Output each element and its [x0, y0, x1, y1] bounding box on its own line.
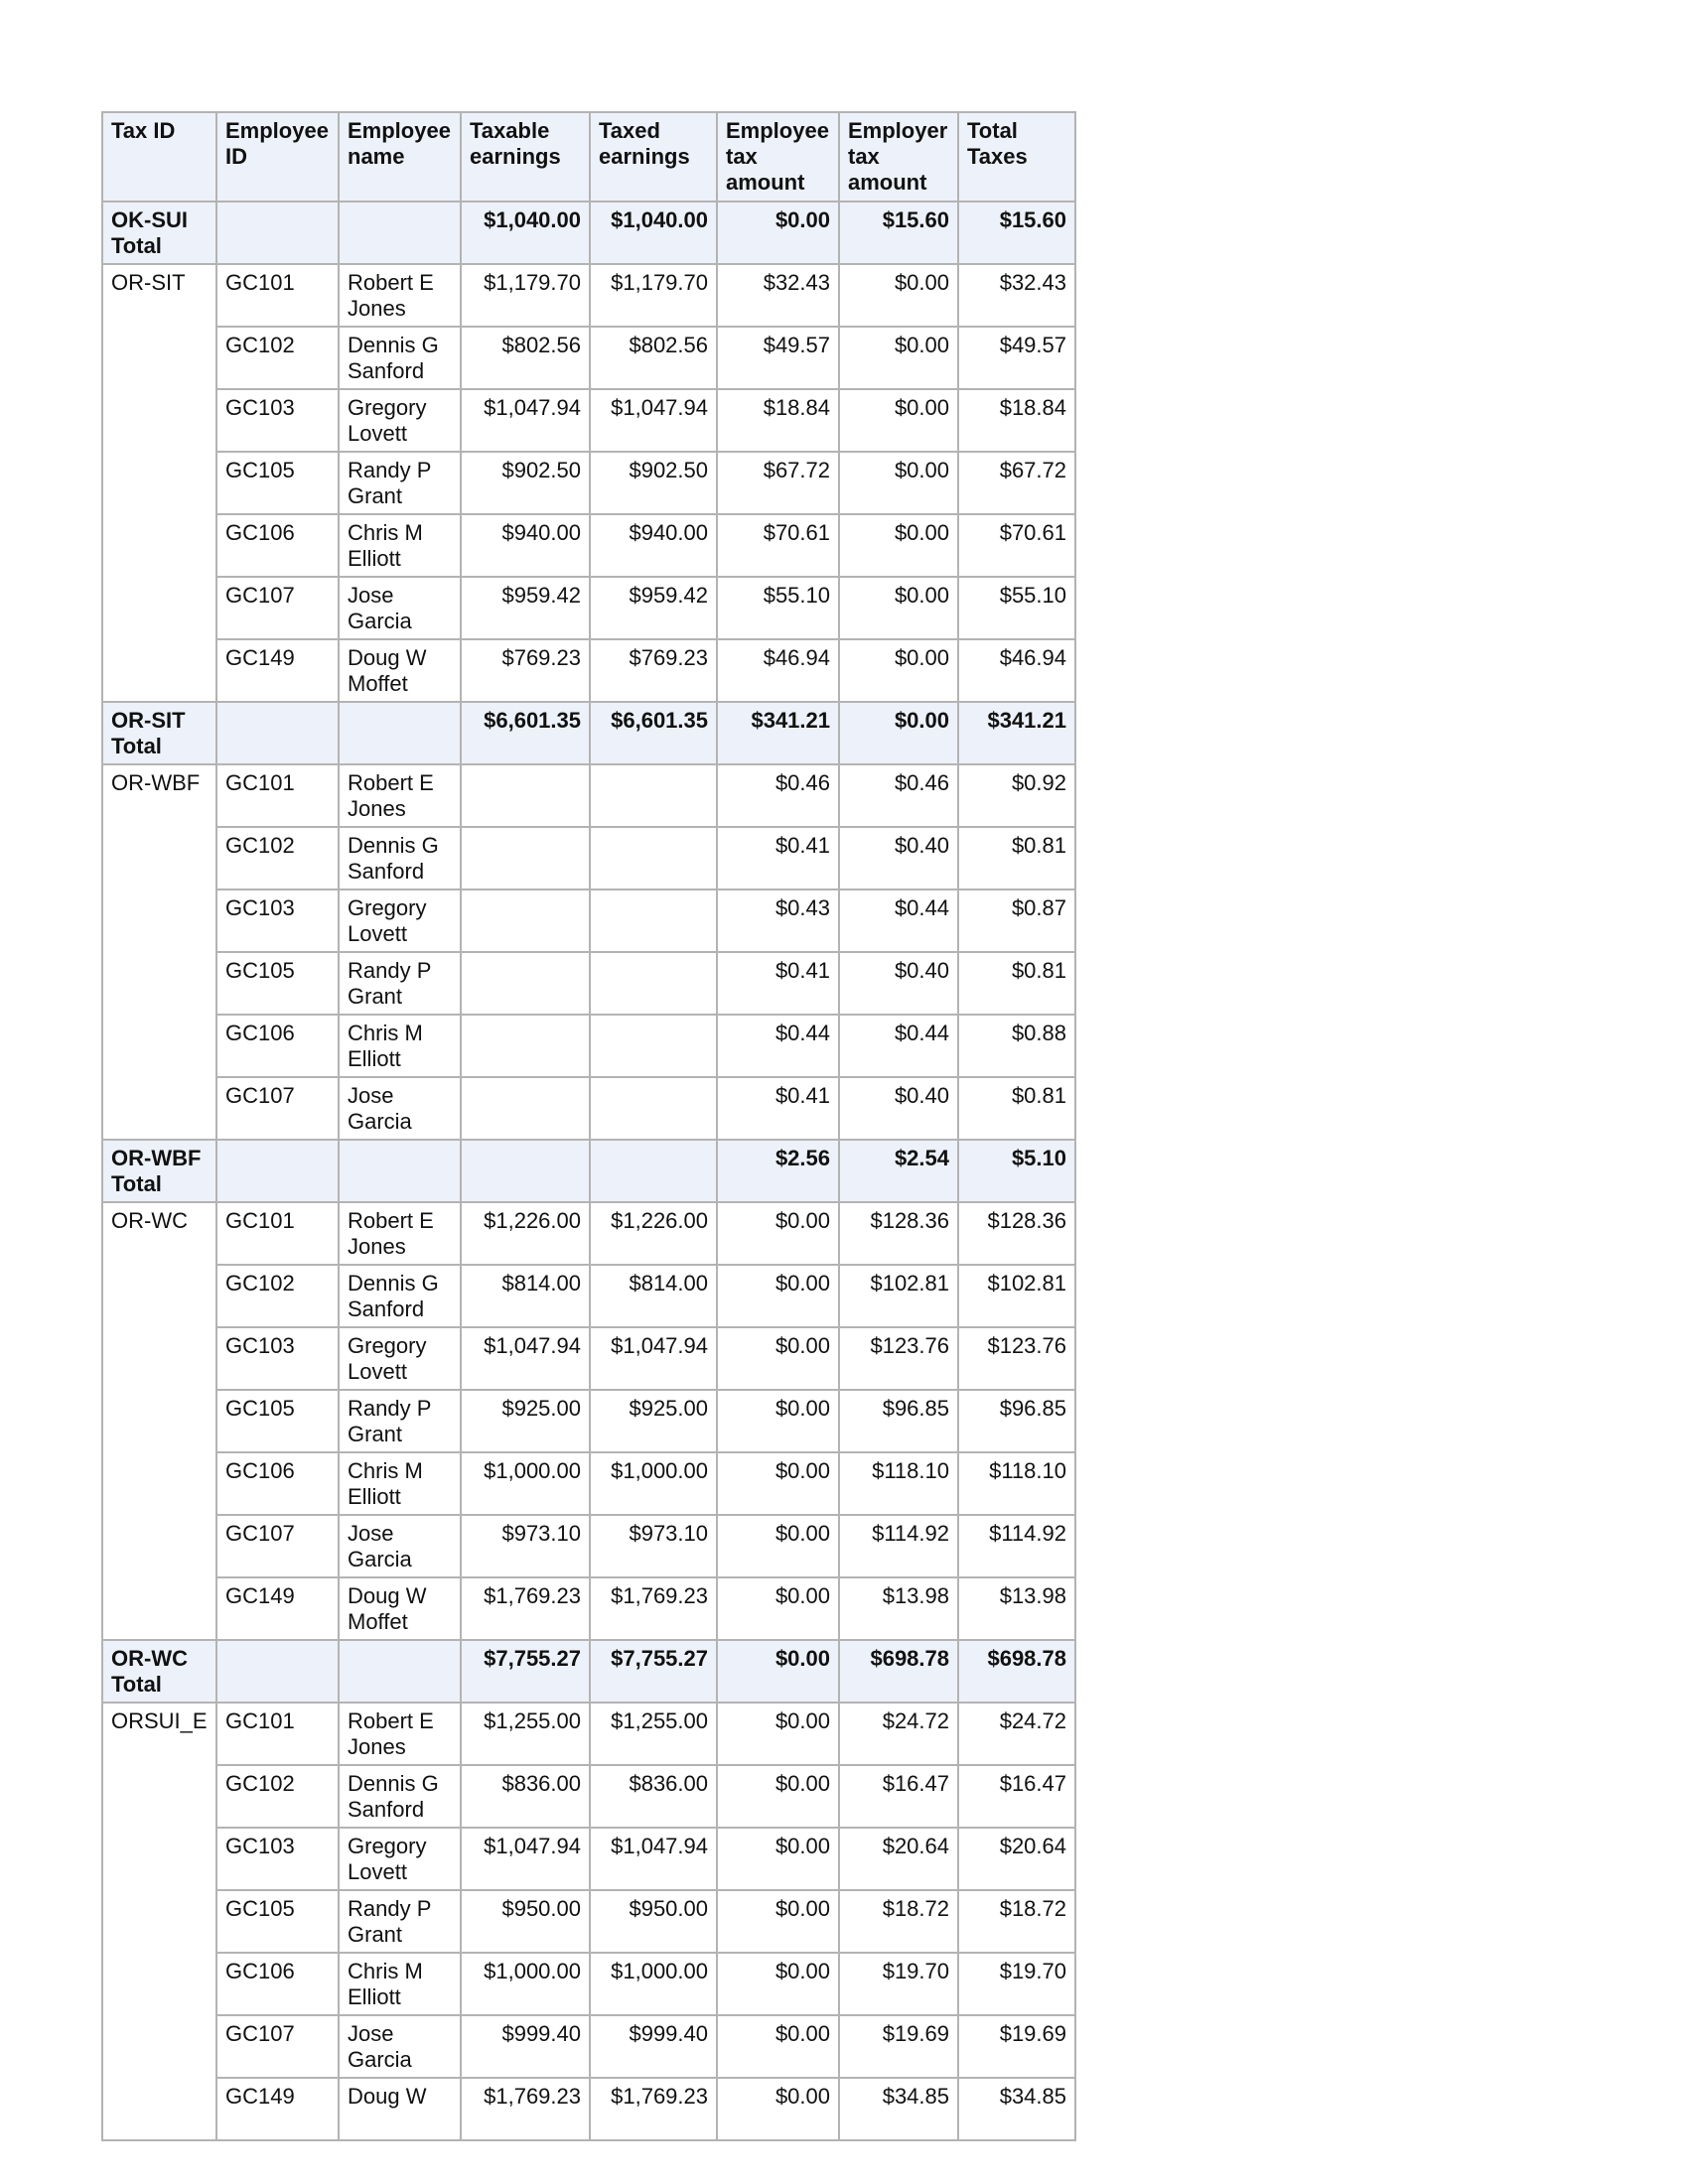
table-row	[102, 764, 1075, 827]
table-row	[102, 1265, 1075, 1327]
table-row	[102, 889, 1075, 952]
taxable-earnings-cell: $973.10	[461, 1515, 590, 1577]
taxed-earnings-cell: $1,047.94	[590, 1828, 717, 1890]
employee-id-cell: GC105	[216, 1890, 339, 1953]
employee-id-cell	[216, 702, 339, 764]
employee-tax-cell: $0.00	[717, 202, 839, 264]
total-taxes-cell: $32.43	[958, 264, 1075, 327]
employee-name-cell: Jose Garcia	[339, 2015, 461, 2078]
total-taxes-cell: $0.81	[958, 1077, 1075, 1140]
table-row	[102, 1577, 1075, 1640]
employee-name-cell: Doug W Moffet	[339, 639, 461, 702]
taxed-earnings-cell: $802.56	[590, 327, 717, 389]
total-taxes-cell: $19.70	[958, 1953, 1075, 2015]
taxed-earnings-cell: $1,226.00	[590, 1202, 717, 1265]
employee-id-cell: GC105	[216, 452, 339, 514]
employee-id-cell: GC107	[216, 1077, 339, 1140]
taxable-earnings-cell: $1,255.00	[461, 1703, 590, 1765]
employee-tax-cell: $46.94	[717, 639, 839, 702]
employee-name-cell: Chris M Elliott	[339, 1953, 461, 2015]
total-taxes-cell: $5.10	[958, 1140, 1075, 1202]
taxable-earnings-cell: $802.56	[461, 327, 590, 389]
tax-id-cell: OR-WBF	[102, 764, 216, 1140]
employer-tax-cell: $96.85	[839, 1390, 958, 1452]
employee-tax-cell: $341.21	[717, 702, 839, 764]
taxable-earnings-cell	[461, 827, 590, 889]
taxable-earnings-cell: $925.00	[461, 1390, 590, 1452]
taxed-earnings-cell	[590, 889, 717, 952]
taxable-earnings-cell	[461, 1140, 590, 1202]
employer-tax-cell: $0.46	[839, 764, 958, 827]
total-taxes-cell: $123.76	[958, 1327, 1075, 1390]
total-taxes-cell: $55.10	[958, 577, 1075, 639]
employee-name-cell: Gregory Lovett	[339, 389, 461, 452]
taxed-earnings-cell: $999.40	[590, 2015, 717, 2078]
table-row	[102, 514, 1075, 577]
employer-tax-cell: $0.40	[839, 952, 958, 1015]
table-row	[102, 1953, 1075, 2015]
employee-name-cell	[339, 702, 461, 764]
employee-tax-cell: $0.00	[717, 1577, 839, 1640]
total-taxes-cell: $49.57	[958, 327, 1075, 389]
table-row	[102, 577, 1075, 639]
taxable-earnings-cell: $7,755.27	[461, 1640, 590, 1703]
employee-name-cell	[339, 202, 461, 264]
taxable-earnings-cell: $999.40	[461, 2015, 590, 2078]
taxable-earnings-cell: $1,226.00	[461, 1202, 590, 1265]
employer-tax-cell: $102.81	[839, 1265, 958, 1327]
table-row	[102, 1515, 1075, 1577]
employee-id-cell: GC107	[216, 2015, 339, 2078]
employee-tax-cell: $49.57	[717, 327, 839, 389]
employee-id-cell: GC106	[216, 1015, 339, 1077]
employee-tax-cell: $55.10	[717, 577, 839, 639]
taxable-earnings-cell: $1,047.94	[461, 389, 590, 452]
tax-id-cell: OR-WC	[102, 1202, 216, 1640]
employee-name-cell: Dennis G Sanford	[339, 827, 461, 889]
employee-id-cell: GC106	[216, 1953, 339, 2015]
employee-tax-cell: $0.00	[717, 2078, 839, 2140]
taxed-earnings-cell	[590, 764, 717, 827]
employer-tax-cell: $24.72	[839, 1703, 958, 1765]
table-row	[102, 264, 1075, 327]
taxed-earnings-cell	[590, 1140, 717, 1202]
taxable-earnings-cell	[461, 889, 590, 952]
total-label: OK-SUI Total	[102, 202, 216, 264]
table-row	[102, 1077, 1075, 1140]
taxable-earnings-cell: $769.23	[461, 639, 590, 702]
taxable-earnings-cell	[461, 1077, 590, 1140]
total-taxes-cell: $19.69	[958, 2015, 1075, 2078]
table-row	[102, 827, 1075, 889]
taxed-earnings-cell: $814.00	[590, 1265, 717, 1327]
employee-name-cell: Randy P Grant	[339, 452, 461, 514]
employer-tax-cell: $20.64	[839, 1828, 958, 1890]
employee-id-cell: GC149	[216, 1577, 339, 1640]
total-taxes-cell: $20.64	[958, 1828, 1075, 1890]
employer-tax-cell: $18.72	[839, 1890, 958, 1953]
employer-tax-cell: $118.10	[839, 1452, 958, 1515]
taxable-earnings-cell: $1,040.00	[461, 202, 590, 264]
total-taxes-cell: $114.92	[958, 1515, 1075, 1577]
employee-id-cell: GC149	[216, 2078, 339, 2140]
employee-name-cell: Randy P Grant	[339, 1390, 461, 1452]
total-taxes-cell: $0.88	[958, 1015, 1075, 1077]
taxed-earnings-cell: $1,047.94	[590, 1327, 717, 1390]
employee-name-cell: Gregory Lovett	[339, 1828, 461, 1890]
taxable-earnings-cell: $1,000.00	[461, 1953, 590, 2015]
taxable-earnings-cell: $959.42	[461, 577, 590, 639]
employee-tax-cell: $0.00	[717, 1703, 839, 1765]
taxed-earnings-cell: $1,769.23	[590, 1577, 717, 1640]
employee-id-cell: GC101	[216, 764, 339, 827]
employee-id-cell: GC102	[216, 1265, 339, 1327]
employer-tax-cell: $15.60	[839, 202, 958, 264]
taxed-earnings-cell: $7,755.27	[590, 1640, 717, 1703]
employee-name-cell: Dennis G Sanford	[339, 1265, 461, 1327]
employee-id-cell: GC101	[216, 1202, 339, 1265]
employee-name-cell: Dennis G Sanford	[339, 1765, 461, 1828]
table-row	[102, 1765, 1075, 1828]
tax-id-cell: OR-SIT	[102, 264, 216, 702]
total-taxes-cell: $0.81	[958, 952, 1075, 1015]
employee-tax-cell: $18.84	[717, 389, 839, 452]
tax-report-table	[101, 111, 1076, 2141]
total-taxes-cell: $46.94	[958, 639, 1075, 702]
employer-tax-cell: $13.98	[839, 1577, 958, 1640]
col-header-taxed-earnings: Taxed earnings	[590, 112, 717, 202]
table-row	[102, 1390, 1075, 1452]
total-taxes-cell: $67.72	[958, 452, 1075, 514]
employee-name-cell	[339, 1140, 461, 1202]
employee-name-cell: Robert E Jones	[339, 764, 461, 827]
taxed-earnings-cell	[590, 1077, 717, 1140]
employee-id-cell	[216, 202, 339, 264]
header-row	[102, 112, 1075, 202]
employer-tax-cell: $123.76	[839, 1327, 958, 1390]
taxable-earnings-cell: $950.00	[461, 1890, 590, 1953]
employee-tax-cell: $0.41	[717, 952, 839, 1015]
employee-tax-cell: $32.43	[717, 264, 839, 327]
employee-name-cell: Chris M Elliott	[339, 1452, 461, 1515]
employee-name-cell: Chris M Elliott	[339, 1015, 461, 1077]
employee-name-cell: Dennis G Sanford	[339, 327, 461, 389]
total-taxes-cell: $341.21	[958, 702, 1075, 764]
total-taxes-cell: $698.78	[958, 1640, 1075, 1703]
total-taxes-cell: $0.81	[958, 827, 1075, 889]
employer-tax-cell: $2.54	[839, 1140, 958, 1202]
employer-tax-cell: $16.47	[839, 1765, 958, 1828]
taxed-earnings-cell: $950.00	[590, 1890, 717, 1953]
total-label: OR-WBF Total	[102, 1140, 216, 1202]
employer-tax-cell: $0.40	[839, 1077, 958, 1140]
employee-name-cell: Randy P Grant	[339, 952, 461, 1015]
col-header-tax-id: Tax ID	[102, 112, 216, 202]
table-header	[102, 112, 1075, 202]
taxed-earnings-cell	[590, 1015, 717, 1077]
table-row	[102, 2078, 1075, 2140]
taxed-earnings-cell: $1,040.00	[590, 202, 717, 264]
taxable-earnings-cell: $814.00	[461, 1265, 590, 1327]
taxable-earnings-cell: $902.50	[461, 452, 590, 514]
employee-tax-cell: $0.41	[717, 827, 839, 889]
employee-id-cell	[216, 1640, 339, 1703]
taxable-earnings-cell: $1,047.94	[461, 1828, 590, 1890]
table-body	[102, 202, 1075, 2140]
employee-id-cell: GC107	[216, 577, 339, 639]
taxed-earnings-cell	[590, 952, 717, 1015]
employer-tax-cell: $19.70	[839, 1953, 958, 2015]
col-header-employee-tax-amount: Employee tax amount	[717, 112, 839, 202]
col-header-employer-tax-amount: Employer tax amount	[839, 112, 958, 202]
employee-id-cell: GC103	[216, 1828, 339, 1890]
employer-tax-cell: $0.00	[839, 264, 958, 327]
employee-tax-cell: $0.00	[717, 1828, 839, 1890]
employee-tax-cell: $0.00	[717, 1265, 839, 1327]
employee-id-cell: GC101	[216, 264, 339, 327]
col-header-employee-id: Employee ID	[216, 112, 339, 202]
employee-tax-cell: $2.56	[717, 1140, 839, 1202]
employee-tax-cell: $0.46	[717, 764, 839, 827]
employee-id-cell: GC101	[216, 1703, 339, 1765]
employer-tax-cell: $0.00	[839, 514, 958, 577]
total-taxes-cell: $16.47	[958, 1765, 1075, 1828]
tax-id-cell: ORSUI_E	[102, 1703, 216, 2140]
employee-name-cell: Robert E Jones	[339, 264, 461, 327]
employee-id-cell: GC105	[216, 1390, 339, 1452]
table-row	[102, 327, 1075, 389]
employer-tax-cell: $19.69	[839, 2015, 958, 2078]
employer-tax-cell: $0.00	[839, 639, 958, 702]
taxed-earnings-cell: $836.00	[590, 1765, 717, 1828]
table-row	[102, 952, 1075, 1015]
total-taxes-cell: $70.61	[958, 514, 1075, 577]
taxed-earnings-cell: $1,255.00	[590, 1703, 717, 1765]
taxable-earnings-cell: $836.00	[461, 1765, 590, 1828]
employee-tax-cell: $0.00	[717, 1515, 839, 1577]
employee-tax-cell: $0.00	[717, 1890, 839, 1953]
table-row	[102, 2015, 1075, 2078]
taxed-earnings-cell: $1,000.00	[590, 1953, 717, 2015]
employee-id-cell: GC106	[216, 1452, 339, 1515]
table-row	[102, 1890, 1075, 1953]
employer-tax-cell: $0.44	[839, 889, 958, 952]
employee-id-cell: GC103	[216, 389, 339, 452]
employee-tax-cell: $0.00	[717, 1953, 839, 2015]
col-header-taxable-earnings: Taxable earnings	[461, 112, 590, 202]
employee-tax-cell: $0.00	[717, 2015, 839, 2078]
taxed-earnings-cell: $925.00	[590, 1390, 717, 1452]
total-taxes-cell: $118.10	[958, 1452, 1075, 1515]
taxable-earnings-cell: $940.00	[461, 514, 590, 577]
taxed-earnings-cell: $1,179.70	[590, 264, 717, 327]
taxed-earnings-cell: $959.42	[590, 577, 717, 639]
taxable-earnings-cell: $1,769.23	[461, 1577, 590, 1640]
taxed-earnings-cell: $1,769.23	[590, 2078, 717, 2140]
col-header-total-taxes: Total Taxes	[958, 112, 1075, 202]
table-row	[102, 1828, 1075, 1890]
employer-tax-cell: $698.78	[839, 1640, 958, 1703]
employee-tax-cell: $0.00	[717, 1202, 839, 1265]
taxed-earnings-cell: $902.50	[590, 452, 717, 514]
taxable-earnings-cell	[461, 764, 590, 827]
employee-name-cell: Randy P Grant	[339, 1890, 461, 1953]
employee-id-cell: GC102	[216, 1765, 339, 1828]
employer-tax-cell: $114.92	[839, 1515, 958, 1577]
employee-name-cell: Gregory Lovett	[339, 889, 461, 952]
employee-id-cell: GC102	[216, 827, 339, 889]
employee-name-cell: Gregory Lovett	[339, 1327, 461, 1390]
employee-name-cell: Robert E Jones	[339, 1703, 461, 1765]
taxable-earnings-cell: $1,000.00	[461, 1452, 590, 1515]
total-row	[102, 1140, 1075, 1202]
employer-tax-cell: $128.36	[839, 1202, 958, 1265]
taxable-earnings-cell: $6,601.35	[461, 702, 590, 764]
taxable-earnings-cell: $1,179.70	[461, 264, 590, 327]
table-row	[102, 639, 1075, 702]
employee-id-cell: GC149	[216, 639, 339, 702]
employee-id-cell: GC107	[216, 1515, 339, 1577]
table-row	[102, 1452, 1075, 1515]
total-taxes-cell: $24.72	[958, 1703, 1075, 1765]
employee-name-cell: Chris M Elliott	[339, 514, 461, 577]
employer-tax-cell: $34.85	[839, 2078, 958, 2140]
employer-tax-cell: $0.44	[839, 1015, 958, 1077]
total-taxes-cell: $128.36	[958, 1202, 1075, 1265]
employee-id-cell: GC105	[216, 952, 339, 1015]
table-row	[102, 389, 1075, 452]
table-row	[102, 1327, 1075, 1390]
total-row	[102, 702, 1075, 764]
taxable-earnings-cell	[461, 1015, 590, 1077]
table-row	[102, 1202, 1075, 1265]
employee-name-cell: Doug W Moffet	[339, 1577, 461, 1640]
employer-tax-cell: $0.00	[839, 577, 958, 639]
employee-id-cell: GC103	[216, 889, 339, 952]
total-row	[102, 202, 1075, 264]
employee-tax-cell: $0.00	[717, 1390, 839, 1452]
total-taxes-cell: $96.85	[958, 1390, 1075, 1452]
table-row	[102, 1703, 1075, 1765]
total-taxes-cell: $0.87	[958, 889, 1075, 952]
employee-name-cell: Jose Garcia	[339, 577, 461, 639]
total-taxes-cell: $0.92	[958, 764, 1075, 827]
taxed-earnings-cell	[590, 827, 717, 889]
total-taxes-cell: $13.98	[958, 1577, 1075, 1640]
employee-tax-cell: $0.44	[717, 1015, 839, 1077]
employee-name-cell	[339, 1640, 461, 1703]
employee-tax-cell: $0.43	[717, 889, 839, 952]
taxed-earnings-cell: $1,047.94	[590, 389, 717, 452]
employer-tax-cell: $0.00	[839, 389, 958, 452]
employee-tax-cell: $70.61	[717, 514, 839, 577]
employer-tax-cell: $0.00	[839, 327, 958, 389]
employee-id-cell: GC103	[216, 1327, 339, 1390]
table-row	[102, 452, 1075, 514]
employer-tax-cell: $0.00	[839, 702, 958, 764]
total-label: OR-SIT Total	[102, 702, 216, 764]
taxed-earnings-cell: $6,601.35	[590, 702, 717, 764]
taxed-earnings-cell: $769.23	[590, 639, 717, 702]
employee-name-cell: Doug W	[339, 2078, 461, 2140]
employee-tax-cell: $0.00	[717, 1452, 839, 1515]
employee-name-cell: Jose Garcia	[339, 1077, 461, 1140]
employee-tax-cell: $0.00	[717, 1327, 839, 1390]
taxed-earnings-cell: $1,000.00	[590, 1452, 717, 1515]
employee-id-cell	[216, 1140, 339, 1202]
employee-tax-cell: $0.00	[717, 1765, 839, 1828]
taxed-earnings-cell: $940.00	[590, 514, 717, 577]
table-row	[102, 1015, 1075, 1077]
taxable-earnings-cell: $1,769.23	[461, 2078, 590, 2140]
employer-tax-cell: $0.40	[839, 827, 958, 889]
employee-tax-cell: $67.72	[717, 452, 839, 514]
employee-tax-cell: $0.00	[717, 1640, 839, 1703]
employee-id-cell: GC102	[216, 327, 339, 389]
employee-id-cell: GC106	[216, 514, 339, 577]
total-taxes-cell: $18.72	[958, 1890, 1075, 1953]
taxable-earnings-cell: $1,047.94	[461, 1327, 590, 1390]
employer-tax-cell: $0.00	[839, 452, 958, 514]
taxable-earnings-cell	[461, 952, 590, 1015]
employee-name-cell: Robert E Jones	[339, 1202, 461, 1265]
col-header-employee-name: Employee name	[339, 112, 461, 202]
total-row	[102, 1640, 1075, 1703]
total-taxes-cell: $15.60	[958, 202, 1075, 264]
employee-tax-cell: $0.41	[717, 1077, 839, 1140]
employee-name-cell: Jose Garcia	[339, 1515, 461, 1577]
total-label: OR-WC Total	[102, 1640, 216, 1703]
taxed-earnings-cell: $973.10	[590, 1515, 717, 1577]
total-taxes-cell: $102.81	[958, 1265, 1075, 1327]
total-taxes-cell: $18.84	[958, 389, 1075, 452]
total-taxes-cell: $34.85	[958, 2078, 1075, 2140]
